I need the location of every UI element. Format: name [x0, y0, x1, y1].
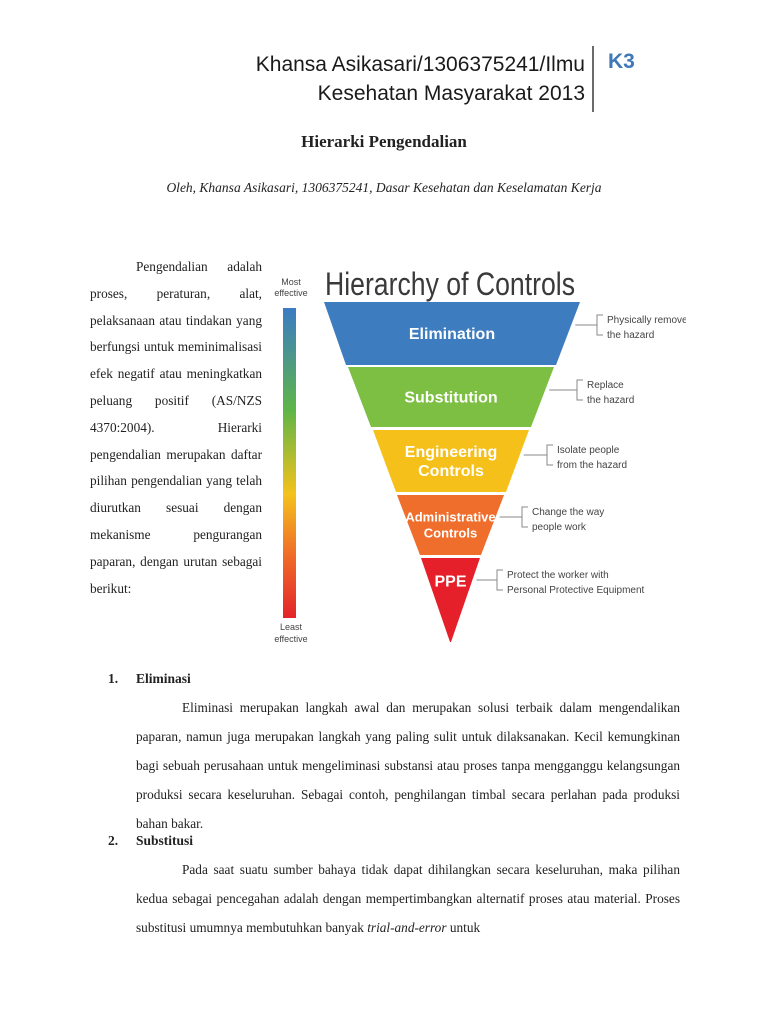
header-title: [165, 50, 585, 108]
hierarchy-level-note: Isolate people: [557, 445, 620, 456]
hierarchy-leader-line: [575, 315, 603, 335]
hierarchy-level-note: the hazard: [607, 330, 655, 341]
most-effective-label-1: Most: [281, 277, 301, 287]
section-substitusi: [108, 833, 680, 942]
hierarchy-level-note: Replace: [587, 380, 624, 391]
section-heading: [108, 671, 680, 693]
hierarchy-level-5: [421, 558, 480, 642]
section-number: 1.: [108, 671, 119, 686]
section-heading: [108, 833, 680, 855]
hierarchy-level-note: Protect the worker with: [507, 570, 609, 581]
section-body-text: Pada saat suatu sumber bahaya tidak dapat dihilangkan secara keseluruhan, maka pilihan kedua sebagai pencegahan adalah dengan mempertimbangkan alternatif proses atau material. Proses substitusi umumnya membutuhkan banyak: [136, 862, 680, 935]
least-effective-label-1: Least: [279, 622, 303, 632]
header-divider: [592, 46, 594, 112]
hierarchy-level-note: Change the way: [532, 507, 605, 518]
section-eliminasi: [108, 671, 680, 838]
effectiveness-bar: [283, 308, 296, 618]
hierarchy-figure: [268, 255, 686, 655]
hierarchy-level-note: people work: [532, 522, 586, 533]
most-effective-label-2: effective: [274, 288, 308, 298]
intro-paragraph: [90, 254, 262, 602]
hierarchy-leader-line: [549, 380, 583, 400]
document-byline: Oleh, Khansa Asikasari, 1306375241, Dasar Kesehatan dan Keselamatan Kerja: [166, 180, 602, 195]
figure-title: Hierarchy of Controls: [325, 266, 575, 302]
hierarchy-diagram: [268, 255, 686, 655]
hierarchy-level-note: from the hazard: [557, 460, 628, 471]
hierarchy-leader-line: [476, 570, 503, 590]
hierarchy-level-note: Physically remove: [607, 315, 686, 326]
section-body-italic: trial-and-error: [367, 920, 447, 935]
hierarchy-level-note: Personal Protective Equipment: [507, 585, 645, 596]
section-body: Eliminasi merupakan langkah awal dan merupakan solusi terbaik dalam mengendalikan paparan, namun juga merupakan langkah yang paling sulit untuk dilaksanakan. Kecil kemungkinan bagi sebuah perusahaan untuk mengeliminasi substansi atau proses tanpa mengganggu kelangsungan produksi secara keseluruhan. Sebagai contoh, penghilangan timbal secara perlahan pada produksi bahan bakar.: [136, 700, 680, 831]
hierarchy-level-label: Substitution: [404, 389, 498, 407]
header-title-line-1: Khansa Asikasari/1306375241/Ilmu: [255, 53, 585, 76]
hierarchy-leader-line: [524, 445, 553, 465]
section-number: 2.: [108, 833, 119, 848]
hierarchy-level-label: PPE: [434, 573, 467, 591]
least-effective-label-2: effective: [274, 634, 308, 644]
intro-text: Pengendalian adalah proses, peraturan, alat, pelaksanaan atau tindakan yang berfungsi untuk meminimalisasi efek negatif atau meningkatkan peluang positif (AS/NZS 4370:2004). Hierarki pengendalian merupakan daftar pilihan pengendalian yang telah diurutkan sesuai dengan mekanisme pengurangan paparan, dengan urutan sebagai berikut:: [90, 259, 262, 596]
hierarchy-level-label: Controls: [418, 463, 484, 481]
hierarchy-level-label: Engineering: [404, 444, 498, 462]
hierarchy-levels: [324, 302, 686, 642]
hierarchy-level-label: Administrative: [405, 509, 496, 525]
page-header: [0, 40, 768, 115]
section-title: Eliminasi: [136, 671, 191, 686]
section-title: Substitusi: [136, 833, 194, 848]
document-title: Hierarki Pengendalian: [301, 132, 467, 151]
section-body: [136, 855, 680, 942]
hierarchy-level-label: Controls: [423, 525, 478, 541]
hierarchy-leader-line: [500, 507, 528, 527]
hierarchy-level-label: Elimination: [408, 326, 496, 344]
header-title-line-2: Kesehatan Masyarakat 2013: [317, 82, 585, 105]
section-body-text-end: untuk: [446, 920, 481, 935]
header-tag: K3: [608, 50, 635, 73]
hierarchy-level-note: the hazard: [587, 395, 635, 406]
